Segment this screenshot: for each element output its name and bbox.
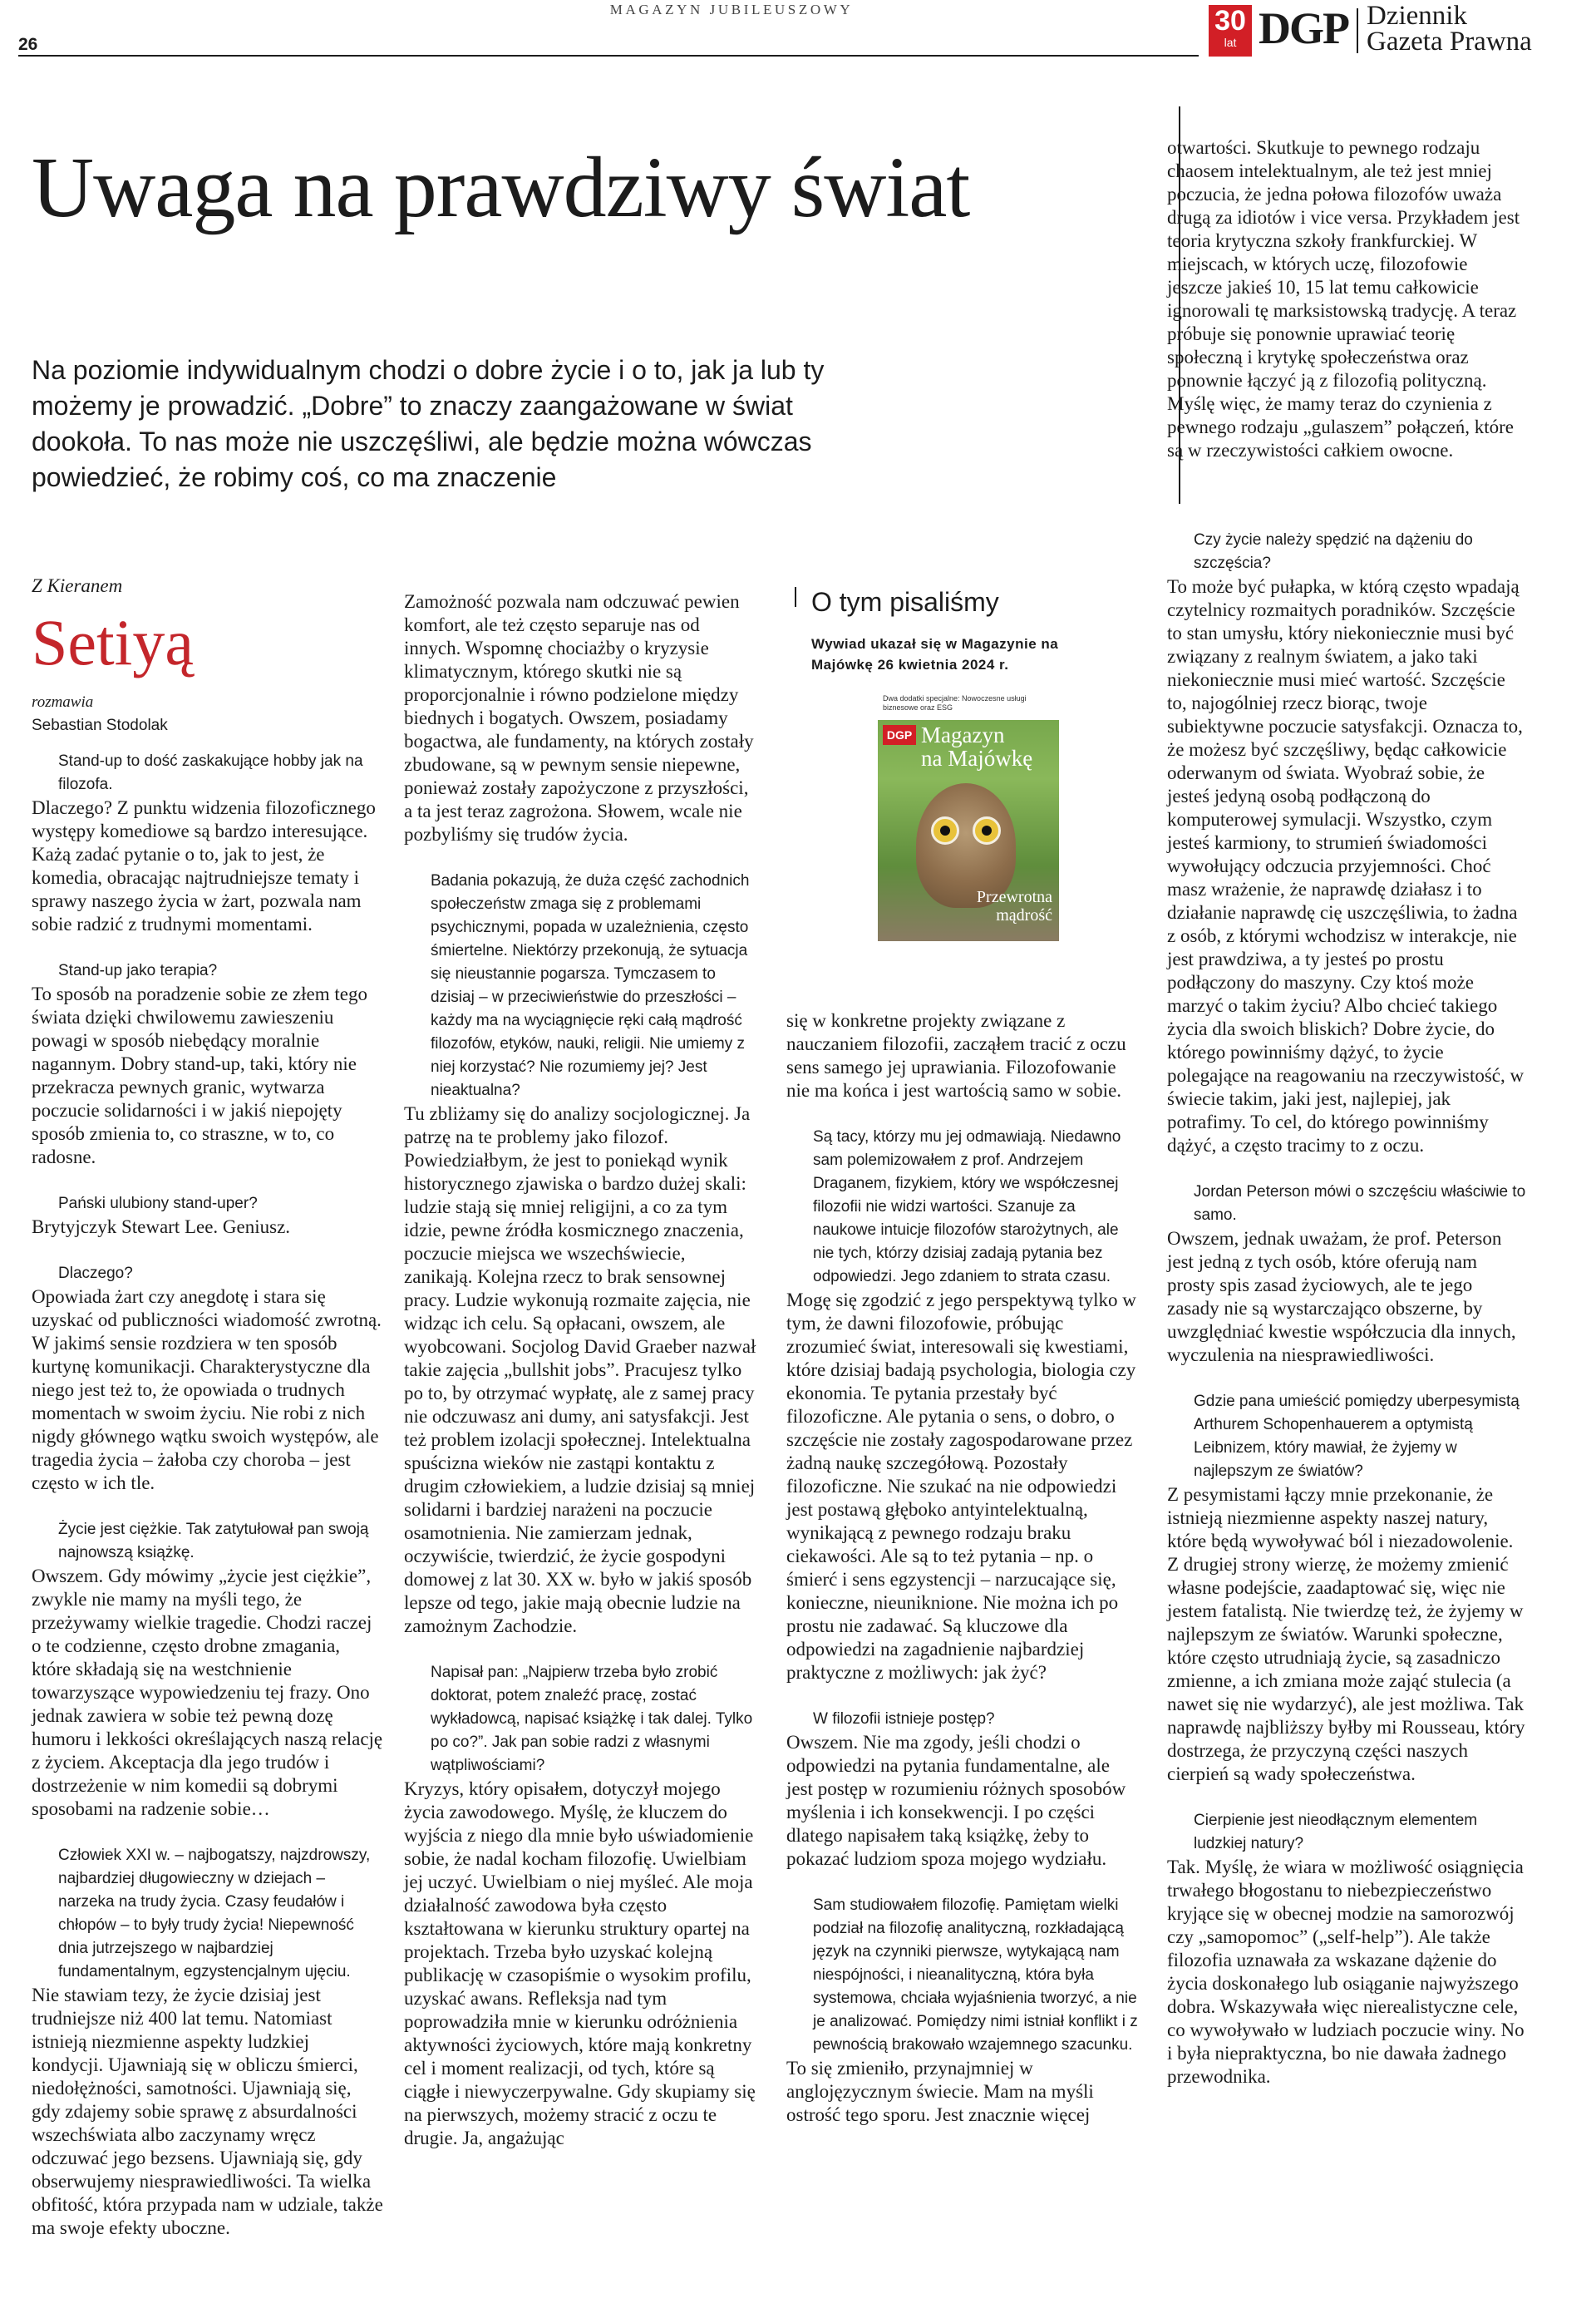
interview-answer: Mogę się zgodzić z jego perspektywą tylko w tym, że dawni filozofowie, próbując zrozumieć świat, interesowali się kwestiami, które dzisiaj badają psychologia, biologia czy ekonomia. Te pytania przestały być filozoficzne. Ale pytania o sens, o dobro, o szczęście nie zostały zagospodarowane przez żadną naukę szczegółową. Pozostały filozoficzne. Nie szukać na nie odpowiedzi jest postawą głęboko antyintelektualną, wynikającą z pewnego rodzaju braku ciekawości. Ale są to też pytania – np. o śmierć i sens egzystencji – narzucające się, konieczne, nieuniknione. Nie można ich po prostu nie zadawać. Są kluczowe dla odpowiedzi na zagadnienie najbardziej praktyczne z możliwych: jak żyć? [786, 1290, 1136, 1683]
interview-question: Gdzie pana umieścić pomiędzy uberpesymistą Arthurem Schopenhauerem a optymistą Leibnizem, który mawiał, że żyjemy w najlepszym ze światów? [1194, 1393, 1520, 1480]
byline-intro: Z Kieranem [32, 575, 123, 596]
interview-answer: otwartości. Skutkuje to pewnego rodzaju chaosem intelektualnym, ale też jest mniej poczucia, że jedna połowa filozofów uważa drugą za idiotów i vice versa. Przykładem jest teoria krytyczna szkoły frankfurckiej. W miejscach, w których uczę, filozofowie jeszcze jakieś 10, 15 lat temu całkowicie ignorowali tę marksistowską tradycję. A teraz próbuje się ponownie uprawiać teorię społeczną i krytykę społeczeństwa oraz ponownie łączyć ją z filozofią polityczną. Myślę więc, że mamy teraz do czynienia z pewnego rodzaju „gulaszem” połączeń, które są w rzeczywistości całkiem owocne. [1167, 137, 1520, 461]
logo-name: Dziennik Gazeta Prawna [1367, 1, 1532, 57]
magazine-cover-image [878, 692, 1059, 941]
interview-question: W filozofii istnieje postęp? [813, 1710, 995, 1728]
anniversary-badge: 30 lat [1209, 5, 1252, 57]
interview-answer: Owszem. Nie ma zgody, jeśli chodzi o odpowiedzi na pytania fundamentalne, ale jest postęp w rozumieniu różnych sposobów myślenia i ich konsekwencji. I po części dlatego napisałem taką książkę, żeby to pokazać ludziom spoza mojego wydziału. [786, 1732, 1126, 1869]
interview-answer: Nie stawiam tezy, że życie dzisiaj jest trudniejsze niż 400 lat temu. Natomiast istnieją niezmienne aspekty ludzkiej kondycji. Ujawniają się w obliczu śmierci, niedołężności, samotności. Ujawniają się, gdy zdajemy sobie sprawę z absurdalności wszechświata albo zaczynamy wręcz odczuwać jego bezsens. Ujawniają się, gdy obserwujemy niesprawiedliwości. Ta wielka obfitość, która przypada nam w udziale, także ma swoje efekty uboczne. [32, 1985, 383, 2238]
interviewee-name: Setiyą [32, 606, 194, 678]
logo-separator [1357, 8, 1358, 53]
interview-answer: Dlaczego? Z punktu widzenia filozoficznego występy komediowe są bardzo interesujące. Każą zadać pytanie o to, jak to jest, że komedia, obracając najtrudniejsze tematy i sprawy naszego życia w żart, pozwala nam sobie radzić z trudnymi momentami. [32, 797, 376, 935]
interview-answer: Zamożność pozwala nam odczuwać pewien komfort, ale też często separuje nas od innych. Wspomnę chociażby o kryzysie klimatycznym, którego skutki nie są proporcjonalnie i równo podzielone między biednych i bogatych. Owszem, posiadamy bogactwa, ale fundamenty, na których zostały zbudowane, są w pewnym sensie niepewne, ponieważ zostały zapożyczone z przyszłości, a ta jest teraz zagrożona. Słowem, wcale nie pozbyliśmy się trudów życia. [404, 591, 754, 845]
interview-question: Cierpienie jest nieodłącznym elementem ludzkiej natury? [1194, 1812, 1478, 1852]
interview-question: Dlaczego? [58, 1265, 133, 1282]
author-name: Sebastian Stodolak [32, 717, 168, 734]
cover-top-banner: Dwa dodatki specjalne: Nowoczesne usługi biznesowe oraz ESG [878, 692, 1059, 720]
text-column-1 [32, 750, 384, 2240]
cover-logo: DGP [883, 725, 916, 745]
interview-answer: Kryzys, który opisałem, dotyczył mojego życia zawodowego. Myślę, że kluczem do wyjścia z niego dla mnie było uświadomienie sobie, że nadal kocham filozofię. Uwielbiam jej uczyć. Uwielbiam o niej myśleć. Ale moja działalność zawodowa była często kształtowana w kierunku struktury opartej na projektach. Trzeba było uzyskać kolejną publikację w czasopiśmie o wysokim profilu, uzyskać awans. Refleksja nad tym poprowadziła mnie w kierunku odróżnienia aktywności życiowych, które mają konkretny cel i moment realizacji, od tych, które są ciągłe i niewyczerpywalne. Gdy skupiamy się na pierwszych, możemy stracić z oczu te drugie. Ja, angażując [404, 1778, 756, 2148]
header-divider [18, 55, 1199, 57]
cover-title: Magazyn na Majówkę [921, 723, 1033, 771]
interview-answer: Tak. Myślę, że wiara w możliwość osiągnięcia trwałego błogostanu to niebezpieczeństwo kryjące się w obecnej modzie na samorozwój czy „samopomoc” („self-help”). Ale także filozofia uznawała za wskazane dążenie do życia doskonałego lub osiąganie najwyższego dobra. Wskazywała więc nierealistyczne cele, co wywoływało w ludziach poczucie winy. No i była niepraktyczna, bo nie dawała żadnego przewodnika. [1167, 1857, 1525, 2087]
interview-question: Badania pokazują, że duża część zachodnich społeczeństw zmaga się z problemami psychicznymi, popada w uzależnienia, często śmiertelne. Niektórzy przekonują, że sytuacja się nieustannie pogarsza. Tymczasem to dzisiaj – w przeciwieństwie do przeszłości – każdy ma na wyciągnięcie ręki całą mądrość filozofów, etyków, nauki, religii. Nie umiemy z niej korzystać? Nie rozumiemy jej? Jest nieaktualna? [431, 872, 750, 1099]
owl-eye-icon [973, 816, 1001, 845]
article-title: Uwaga na prawdziwy świat [32, 140, 970, 235]
interview-answer: Owszem, jednak uważam, że prof. Peterson jest jedną z tych osób, które oferują nam prosty spis zasad życiowych, ale te jego zasady nie są wystarczająco obszerne, by uwzględniać kwestie współczucia dla innych, wyczulenia na niesprawiedliwości. [1167, 1228, 1516, 1365]
section-label: MAGAZYN JUBILEUSZOWY [609, 2, 854, 17]
interview-question: Napisał pan: „Najpierw trzeba było zrobić doktorat, potem znaleźć pracę, zostać wykładowcą, napisać książkę i tak dalej. Tylko po co?”. Jak pan sobie radzi z własnymi wątpliwościami? [431, 1664, 753, 1774]
interview-question: Stand-up to dość zaskakujące hobby jak na filozofa. [58, 752, 363, 793]
interview-answer: To może być pułapka, w którą często wpadają czytelnicy rozmaitych poradników. Szczęście to stan umysłu, który niekoniecznie musi być związany z realnym światem, a jako taki niekoniecznie musi mieć wartość. Szczęście to, najogólniej rzecz biorąc, twoje subiektywne poczucie satysfakcji. Oznacza to, że możesz być szczęśliwy, będąc całkowicie oderwanym od świata. Wyobraź sobie, że jesteś jedyną osobą podłączoną do komputerowej symulacji. Wszystko, czym jesteś karmiony, to strumień świadomości wywołujący odczucia przyjemności. Choć masz wrażenie, że naprawdę działasz i to działanie naprawdę cię uszczęśliwia, to żadna z osób, z którymi wchodzisz w interakcje, nie jest prawdziwa, a ty jesteś po prostu podłączony do maszyny. Czy ktoś może marzyć o takim życiu? Albo chcieć takiego życia dla swoich bliskich? Dobre życie, do którego powinniśmy dążyć, to życie polegające na reagowaniu na rzeczywistość, w świecie takim, jaki jest, najlepiej, jak potrafimy. To cel, do którego powinniśmy dążyć, a często tracimy to z oczu. [1167, 576, 1525, 1156]
text-column-4 [1167, 529, 1526, 2089]
sidebar-title: O tym pisaliśmy [811, 587, 999, 617]
interview-question: Życie jest ciężkie. Tak zatytułował pan swoją najnowszą książkę. [58, 1521, 369, 1561]
interview-question: Człowiek XXI w. – najbogatszy, najzdrowszy, najbardziej długowieczny w dziejach – narzeka na trudy życia. Czasy feudałów i chłopów – to były trudy życia! Niepewność dnia jutrzejszego w najbardziej fundamentalnym, egzystencjalnym ujęciu. [58, 1847, 371, 1980]
interview-answer: się w konkretne projekty związane z nauczaniem filozofii, zacząłem tracić z oczu sens samego jej uprawiania. Filozofowanie nie ma końca i jest wartością samo w sobie. [786, 1010, 1126, 1101]
cover-subtitle: Przewrotna mądrość [976, 888, 1052, 925]
interview-answer: Owszem. Gdy mówimy „życie jest ciężkie”, zwykle nie mamy na myśli tego, że przeżywamy wielkie tragedie. Chodzi raczej o te codzienne, często drobne zmagania, które składają się na westchnienie towarzyszące wypowiedzeniu tej frazy. Ono jednak zawiera w sobie też pewną dozę humoru i lekkości określających naszą relację z życiem. Akceptacja dla jego trudów i dostrzeżenie w nim komedii są dobrymi sposobami na radzenie sobie… [32, 1566, 383, 1819]
interview-question: Są tacy, którzy mu jej odmawiają. Niedawno sam polemizowałem z prof. Andrzejem Draganem, fizykiem, który we współczesnej filozofii nie widzi wartości. Szanuje za naukowe intuicje filozofów starożytnych, ale nie tych, którzy dzisiaj zadają pytania bez odpowiedzi. Jego zdaniem to strata czasu. [813, 1128, 1121, 1285]
sidebar-caption: Wywiad ukazał się w Magazynie na Majówkę 26 kwietnia 2024 r. [811, 636, 1059, 673]
interview-answer: Tu zbliżamy się do analizy socjologicznej. Ja patrzę na te problemy jako filozof. Powiedziałbym, że jest to poniekąd wynik historycznego zjawiska o bardzo dużej skali: ludzie stają się mniej religijni, a co za tym idzie, pewne źródła kosmicznego znaczenia, poczucie miejsca we wszechświecie, zanikają. Kolejna rzecz to brak sensownej pracy. Ludzie wykonują rozmaite zajęcia, nie widząc ich celu. Są opłacani, owszem, ale wyobcowani. Socjolog David Graeber nazwał takie zajęcia „bullshit jobs”. Pracujesz tylko po to, by otrzymać wypłatę, ale z samej pracy nie odczuwasz ani dumy, ani satysfakcji. Jest też problem izolacji społecznej. Intelektualna spuścizna wieków nie zastąpi kontaktu z drugim człowiekiem, a ludzie dzisiaj są mniej solidarni i bardziej narażeni na poczucie osamotnienia. Nie zamierzam jednak, oczywiście, twierdzić, że życie gospodyni domowej z lat 30. XX w. było w jakiś sposób lepsze od tego, jakie mają obecnie ludzie na zamożnym Zachodzie. [404, 1103, 756, 1636]
interview-answer: To się zmieniło, przynajmniej w anglojęzycznym świecie. Mam na myśli ostrość tego sporu. Jest znacznie więcej [786, 2058, 1094, 2125]
text-column-4-top [1167, 136, 1526, 462]
interview-question: Jordan Peterson mówi o szczęściu właściwie to samo. [1194, 1183, 1526, 1224]
byline-role: rozmawia [32, 693, 94, 711]
interview-question: Sam studiowałem filozofię. Pamiętam wielki podział na filozofię analityczną, rozkładającą język na czynniki pierwsze, wytykającą nam niespójności, i nieanalityczną, która była systemowa, chciała wyjaśnienia tworzyć, a nie je analizować. Pomiędzy nimi istniał konflikt i z pewnością brakowało wzajemnego szacunku. [813, 1896, 1138, 2054]
sidebar-marker [795, 587, 796, 607]
interview-question: Pański ulubiony stand-uper? [58, 1195, 258, 1212]
publication-logo [1209, 0, 1583, 60]
interview-question: Czy życie należy spędzić na dążeniu do szczęścia? [1194, 531, 1473, 572]
page-number: 26 [18, 35, 38, 54]
text-column-3 [786, 1009, 1139, 2127]
interview-question: Stand-up jako terapia? [58, 962, 218, 979]
interview-answer: Z pesymistami łączy mnie przekonanie, że istnieją niezmienne aspekty naszej natury, które będą wywoływać ból i niezadowolenie. Z drugiej strony wierzę, że możemy zmienić własne podejście, zaadaptować się, więc nie jestem fatalistą. Nie twierdzę też, że żyjemy w najlepszym ze światów. Warunki społeczne, które często utrudniają życie, są zasadniczo zmienne, a ich zmiana może zająć stulecia (a nawet się nie wydarzyć), ale jest możliwa. Tak naprawdę najbliższy byłby mi Rousseau, który dostrzega, że przyczyną części naszych cierpień są wady społeczeństwa. [1167, 1484, 1525, 1784]
interview-answer: Opowiada żart czy anegdotę i stara się uzyskać od publiczności wiadomość zwrotną. W jakimś sensie rozdziera w ten sposób kurtynę komunikacji. Charakterystyczne dla niego jest też to, że opowiada o trudnych momentach w swoim życiu. Nie robi z nich nigdy głównego wątku swoich występów, ale tragedia życia – żałoba czy choroba – jest często w ich tle. [32, 1286, 382, 1493]
interview-answer: Brytyjczyk Stewart Lee. Geniusz. [32, 1216, 291, 1237]
text-column-2 [404, 590, 756, 2150]
article-lead: Na poziomie indywidualnym chodzi o dobre życie i o to, jak ja lub ty możemy je prowadzić. „Dobre” to znaczy zaangażowane w świat dookoła. To nas może nie uszczęśliwi, ale będzie można wówczas powiedzieć, że robimy coś, co ma znaczenie [32, 355, 825, 492]
interview-answer: To sposób na poradzenie sobie ze złem tego świata dzięki chwilowemu zawieszeniu powagi w sposób niebędący moralnie nagannym. Dobry stand-up, taki, który nie przekracza pewnych granic, wytwarza poczucie solidarności i w jakiś niepojęty sposób zmienia to, co straszne, w to, co radosne. [32, 984, 367, 1167]
owl-eye-icon [931, 816, 959, 845]
logo-brand: DGP [1259, 3, 1348, 53]
